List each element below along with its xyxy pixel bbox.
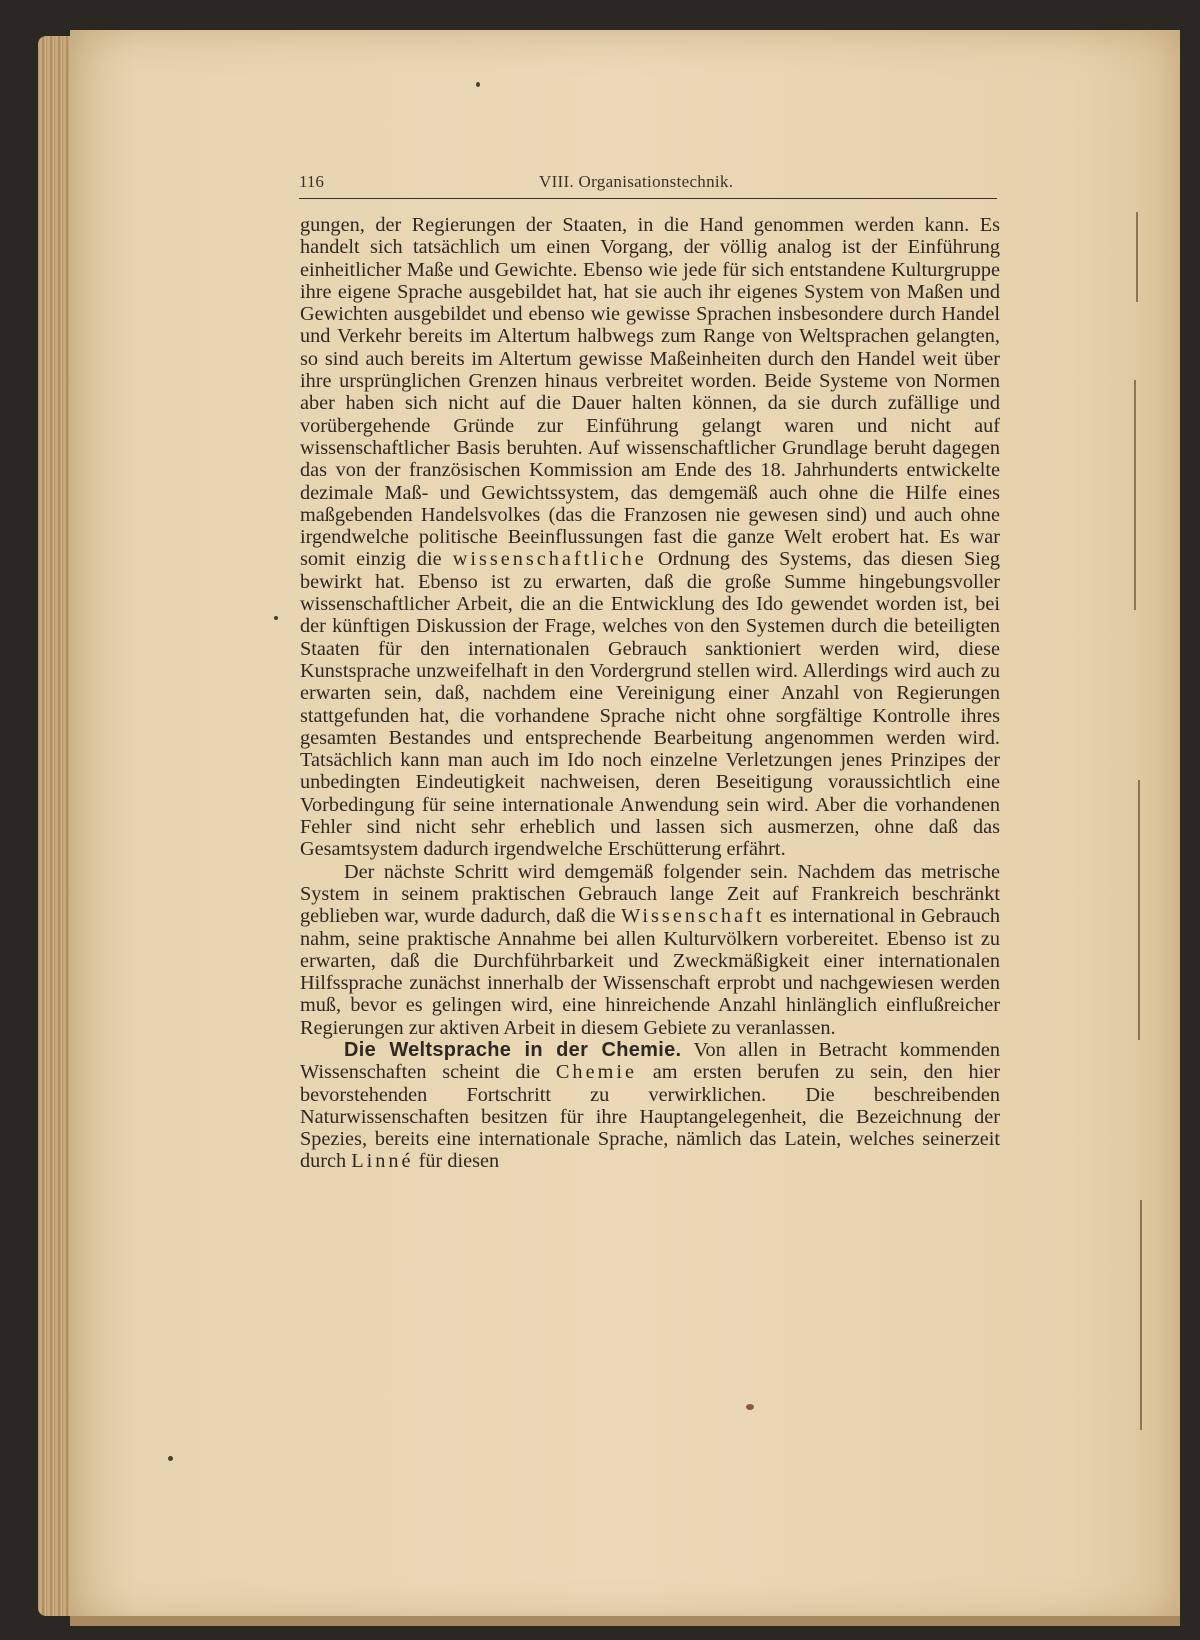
text-run: es international in Gebrauch nahm, seine praktische Annahme bei allen Kulturvölkern vorbereitet. Ebenso ist zu erwarten, daß die Durchführbarkeit und Zweckmäßigkeit einer internationalen Hilfssprache zunächst innerhalb der Wissenschaft erprobt und nachgewiesen werden muß, bevor es gelingen wird, eine hinreichende Anzahl hinlänglich einflußreicher Regierungen zur aktiven Arbeit in diesem Gebiete zu veranlassen. bbox=[300, 905, 1000, 1039]
paragraph bbox=[300, 861, 1000, 1039]
text-run: Von allen in Betracht kommenden Wissenschaften scheint die bbox=[300, 1038, 1000, 1084]
right-edge-thread bbox=[1134, 380, 1136, 610]
body-text bbox=[300, 214, 1000, 1173]
spaced-emphasis: Chemie bbox=[555, 1061, 637, 1084]
paragraph bbox=[300, 1039, 1000, 1173]
page-number: 116 bbox=[299, 172, 324, 191]
spaced-emphasis: Linné bbox=[351, 1150, 414, 1173]
paragraph bbox=[300, 214, 1000, 861]
text-run: Ordnung des Systems, das diesen Sieg bewirkt hat. Ebenso ist zu erwarten, daß die große Summe hingebungsvoller wissenschaftlicher Arbeit, die an die Entwicklung des Ido gewendet worden ist, bei der künftigen Diskussion der Frage, welches von den Systemen durch die beteiligten Staaten für den internationalen Gebrauch sanktioniert werden wird, diese Kunstsprache unzweifelhaft in den Vordergrund stellen wird. Allerdings wird auch zu erwarten sein, daß, nachdem eine Vereinigung einer Anzahl von Regierungen stattgefunden hat, die vorhandene Sprache nicht ohne sorgfältige Kontrolle ihres gesamten Bestandes und entsprechende Bearbeitung angenommen werden wird. Tatsächlich kann man auch im Ido noch einzelne Verletzungen jenes Prinzipes der unbedingten Eindeutigkeit nachweisen, deren Beseitigung voraussichtlich eine Vorbedingung für seine internationale Anwendung sein wird. Aber die vorhandenen Fehler sind nicht sehr erheblich und lassen sich ausmerzen, ohne daß das Gesamtsystem dadurch irgendwelche Erschütterung erfährt. bbox=[300, 548, 1001, 861]
text-run: Der nächste Schritt wird demgemäß folgender sein. Nachdem das metrische System in seinem praktischen Gebrauch lange Zeit auf Frankreich beschränkt geblieben war, wurde dadurch, daß die bbox=[300, 860, 1000, 928]
text-run: am ersten berufen zu sein, den hier bevorstehenden Fortschritt zu verwirklichen. Die beschreibenden Naturwissenschaften besitzen für ihre Hauptangelegenheit, die Bezeichnung der Spezies, bereits eine internationale Sprache, nämlich das Latein, welches seinerzeit durch bbox=[300, 1061, 1000, 1173]
right-edge-thread bbox=[1138, 780, 1140, 1040]
section-heading: Die Weltsprache in der Chemie. bbox=[344, 1038, 682, 1061]
text-run: gungen, der Regierungen der Staaten, in die Hand genommen werden kann. Es handelt sich tatsächlich um einen Vorgang, der völlig analog ist der Einführung einheitlicher Maße und Gewichte. Ebenso wie jede für sich entstandene Kulturgruppe ihre eigene Sprache ausgebildet hat, hat sie auch ihr eigenes System von Maßen und Gewichten ausgebildet und ebenso wie gewisse Sprachen insbesondere durch Handel und Verkehr bereits im Altertum halbwegs zum Range von Weltsprachen gelangten, so sind auch bereits im Altertum gewisse Maßeinheiten durch den Handel weit über ihre ursprünglichen Grenzen hinaus verbreitet worden. Beide Systeme von Normen aber haben sich nicht auf die Dauer halten können, da sie durch zufällige und vorübergehende Gründe zur Einführung gelangt waren und nicht auf wissenschaftlicher Basis beruhten. Auf wissenschaftlicher Grundlage beruht dagegen das von der französischen Kommission am Ende des 18. Jahrhunderts entwickelte dezimale Maß- und Gewichtssystem, das demgemäß auch ohne die Hilfe eines maßgebenden Handelsvolkes (das die Franzosen nie gewesen sind) und auch ohne irgendwelche politische Beeinflussungen fast die ganze Welt erobert hat. Es war somit einzig die bbox=[300, 214, 1000, 571]
right-edge-thread bbox=[1136, 212, 1138, 302]
spaced-emphasis: Wissenschaft bbox=[621, 905, 765, 928]
running-header bbox=[299, 170, 997, 199]
right-edge-thread bbox=[1140, 1200, 1142, 1430]
running-title: VIII. Organisationstechnik. bbox=[539, 172, 734, 191]
page-bottom-edge bbox=[70, 1616, 1180, 1626]
text-run: für diesen bbox=[413, 1150, 500, 1173]
spaced-emphasis: wissenschaftliche bbox=[452, 548, 647, 571]
